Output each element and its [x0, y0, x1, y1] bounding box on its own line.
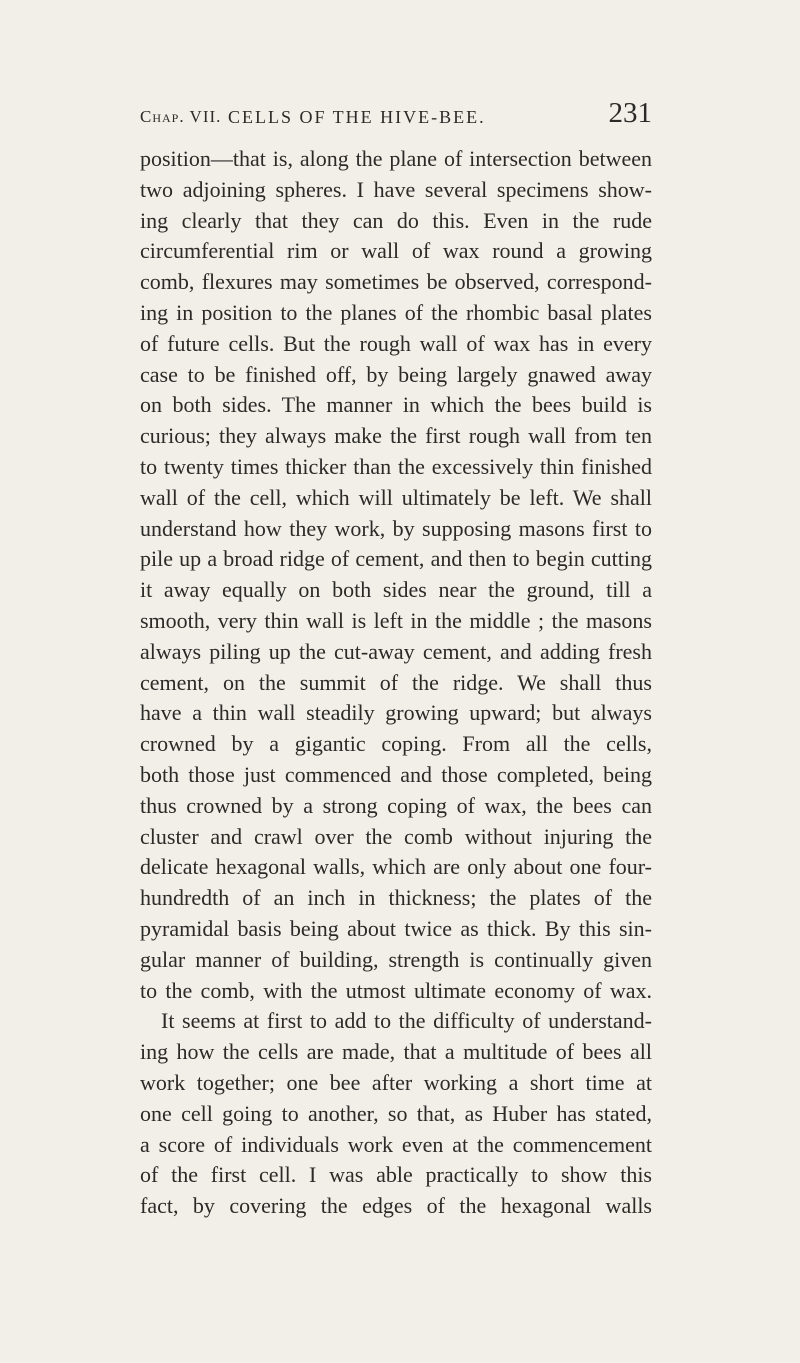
text-line: both those just commenced and those completed, being [140, 761, 652, 787]
running-head [140, 97, 652, 137]
text-line: case to be finished off, by being largely gnawed away [140, 361, 652, 387]
text-line: ing clearly that they can do this. Even in the rude [140, 207, 652, 233]
text-line: fact, by covering the edges of the hexagonal walls [140, 1193, 652, 1219]
text-line: one cell going to another, so that, as Huber has stated, [140, 1100, 652, 1126]
text-line: thus crowned by a strong coping of wax, the bees can [140, 792, 652, 818]
text-line: work together; one bee after working a short time at [140, 1069, 652, 1095]
text-line: ing how the cells are made, that a multitude of bees all [140, 1039, 652, 1065]
text-line: smooth, very thin wall is left in the middle ; the masons [140, 607, 652, 633]
text-line: hundredth of an inch in thickness; the plates of the [140, 885, 652, 911]
text-line: understand how they work, by supposing masons first to [140, 515, 652, 541]
text-line: it away equally on both sides near the ground, till a [140, 577, 652, 603]
body-text [140, 144, 652, 1222]
chapter-label: Chap. VII. [140, 107, 222, 126]
text-line: two adjoining spheres. I have several specimens show- [140, 176, 652, 202]
text-line: a score of individuals work even at the commencement [140, 1131, 652, 1157]
text-line: cement, on the summit of the ridge. We shall thus [140, 669, 652, 695]
text-line: delicate hexagonal walls, which are only about one four- [140, 854, 652, 880]
text-line: have a thin wall steadily growing upward; but always [140, 700, 652, 726]
text-line: pyramidal basis being about twice as thick. By this sin- [140, 915, 652, 941]
text-line: crowned by a gigantic coping. From all the cells, [140, 731, 652, 757]
text-line: position—that is, along the plane of intersection between [140, 146, 652, 171]
running-title: CELLS OF THE HIVE-BEE. [228, 107, 486, 127]
text-line: ing in position to the planes of the rhombic basal plates [140, 299, 652, 325]
text-line: always piling up the cut-away cement, and adding fresh [140, 638, 652, 664]
text-line: to twenty times thicker than the excessively thin finished [140, 453, 652, 479]
text-line: comb, flexures may sometimes be observed, correspond- [140, 269, 652, 295]
text-line: pile up a broad ridge of cement, and then to begin cutting [140, 546, 652, 572]
page-number: 231 [608, 97, 652, 129]
text-line: on both sides. The manner in which the bees build is [140, 392, 652, 418]
text-line: circumferential rim or wall of wax round a growing [140, 238, 652, 264]
text-line: wall of the cell, which will ultimately be left. We shall [140, 484, 652, 510]
text-line: curious; they always make the first rough wall from ten [140, 423, 652, 449]
text-line: cluster and crawl over the comb without injuring the [140, 823, 652, 849]
text-line: gular manner of building, strength is continually given [140, 946, 652, 972]
paragraph-start-line: It seems at first to add to the difficulty of understand- [161, 1008, 652, 1034]
text-line: to the comb, with the utmost ultimate economy of wax. [140, 977, 652, 1003]
text-line: of the first cell. I was able practically to show this [140, 1162, 652, 1188]
text-line: of future cells. But the rough wall of wax has in every [140, 330, 652, 356]
